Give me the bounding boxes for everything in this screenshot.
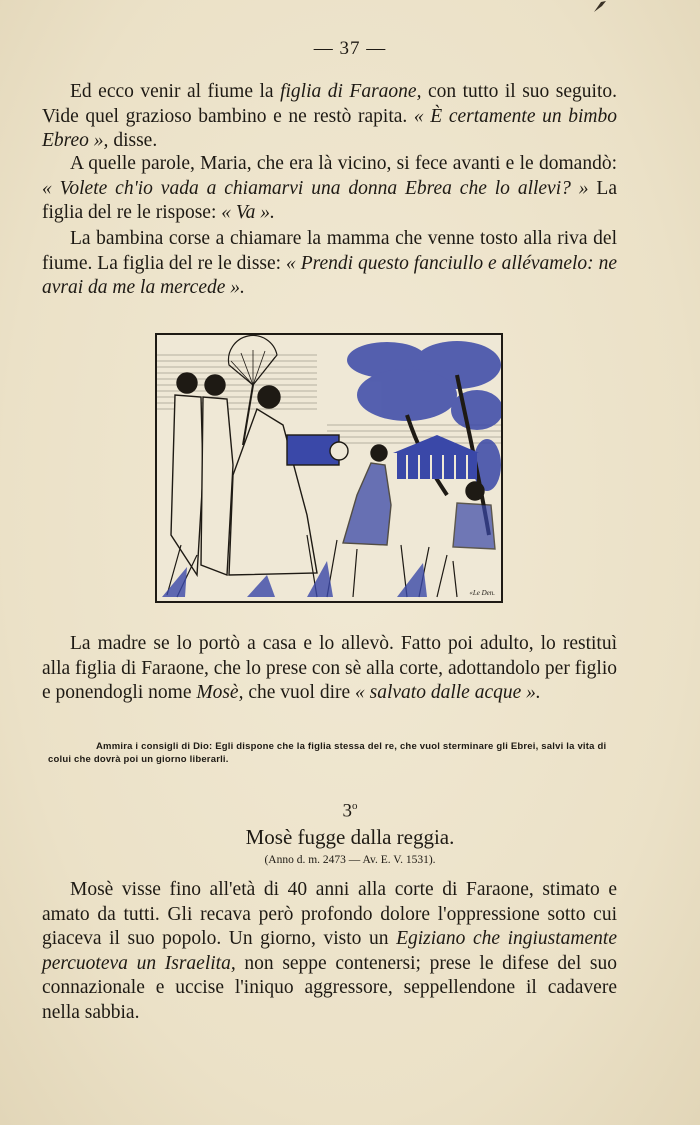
p1-text-1: Ed ecco venir al fiume la bbox=[70, 81, 281, 102]
paragraph-4 bbox=[42, 632, 617, 706]
p2-italic-2: « Va ». bbox=[221, 202, 275, 223]
p1-text-3: disse. bbox=[108, 130, 158, 151]
p4-italic-2: « salvato dalle acque ». bbox=[355, 682, 541, 703]
note-text: Ammira i consigli di Dio: Egli dispone che la figlia stessa del re, che vuol sterminare gli Ebrei, salvi la vita di colui che dovrà poi un giorno liberarli. bbox=[48, 741, 607, 765]
paragraph-1 bbox=[42, 80, 617, 154]
moral-note bbox=[48, 740, 608, 766]
engraving bbox=[157, 335, 501, 601]
p2-italic-1: « Volete ch'io vada a chiamarvi una donna Ebrea che lo allevi? » bbox=[42, 177, 589, 199]
page-number: — 37 — bbox=[313, 38, 387, 59]
section-number-sup: o bbox=[352, 800, 358, 812]
p4-text-1: La madre se lo portò a casa e lo allevò. Fatto poi adulto, lo restituì alla figlia di Faraone, che lo prese con sè alla corte, adottandolo per figlio e ponendogli nome bbox=[42, 633, 617, 703]
p5-text-2: non seppe contenersi; prese le difese del suo connazionale e uccise l'iniquo aggressore, seppellendone il cadavere nella sabbia. bbox=[42, 952, 618, 1023]
p4-italic-1: Mosè, bbox=[196, 682, 244, 703]
p5-italic-1: Egiziano che ingiustamente percuoteva un Israelita, bbox=[42, 928, 617, 974]
p2-text-2: La figlia del re le rispose: bbox=[42, 177, 617, 223]
engraver-signature: «Le Den. bbox=[469, 589, 495, 597]
p2-text-1: A quelle parole, Maria, che era là vicino, si fece avanti e le domandò: bbox=[70, 153, 617, 174]
p1-italic-2: « È certamente un bimbo Ebreo », bbox=[42, 105, 617, 151]
p4-text-2: che vuol dire bbox=[243, 682, 356, 703]
p3-italic-1: « Prendi questo fanciullo e allévamelo: ne avrai da me la mercede ». bbox=[42, 252, 617, 298]
paragraph-3 bbox=[42, 227, 617, 301]
p1-italic-1: figlia di Faraone, bbox=[280, 81, 422, 102]
temple bbox=[393, 435, 479, 479]
p3-text-1: La bambina corse a chiamare la mamma che venne tosto alla riva del fiume. La figlia del re le disse: bbox=[42, 228, 617, 274]
section-date: (Anno d. m. 2473 — Av. E. V. 1531). bbox=[264, 854, 436, 866]
moses-in-the-nile-illustration bbox=[155, 333, 503, 603]
paragraph-2 bbox=[42, 152, 617, 226]
section-title: Mosè fugge dalla reggia. bbox=[245, 825, 455, 849]
section-number bbox=[0, 800, 700, 822]
ink-mark bbox=[592, 0, 608, 14]
p1-text-2: con tutto il suo seguito. Vide quel grazioso bambino e ne restò rapita. bbox=[42, 81, 617, 127]
paragraph-5 bbox=[42, 878, 617, 1025]
p5-text-1: Mosè visse fino all'età di 40 anni alla corte di Faraone, stimato e amato da tutti. Gli recava però profondo dolore l'oppressione sotto cui giaceva il suo popolo. Un giorno, visto un bbox=[42, 879, 617, 949]
section-number-value: 3 bbox=[342, 800, 352, 822]
